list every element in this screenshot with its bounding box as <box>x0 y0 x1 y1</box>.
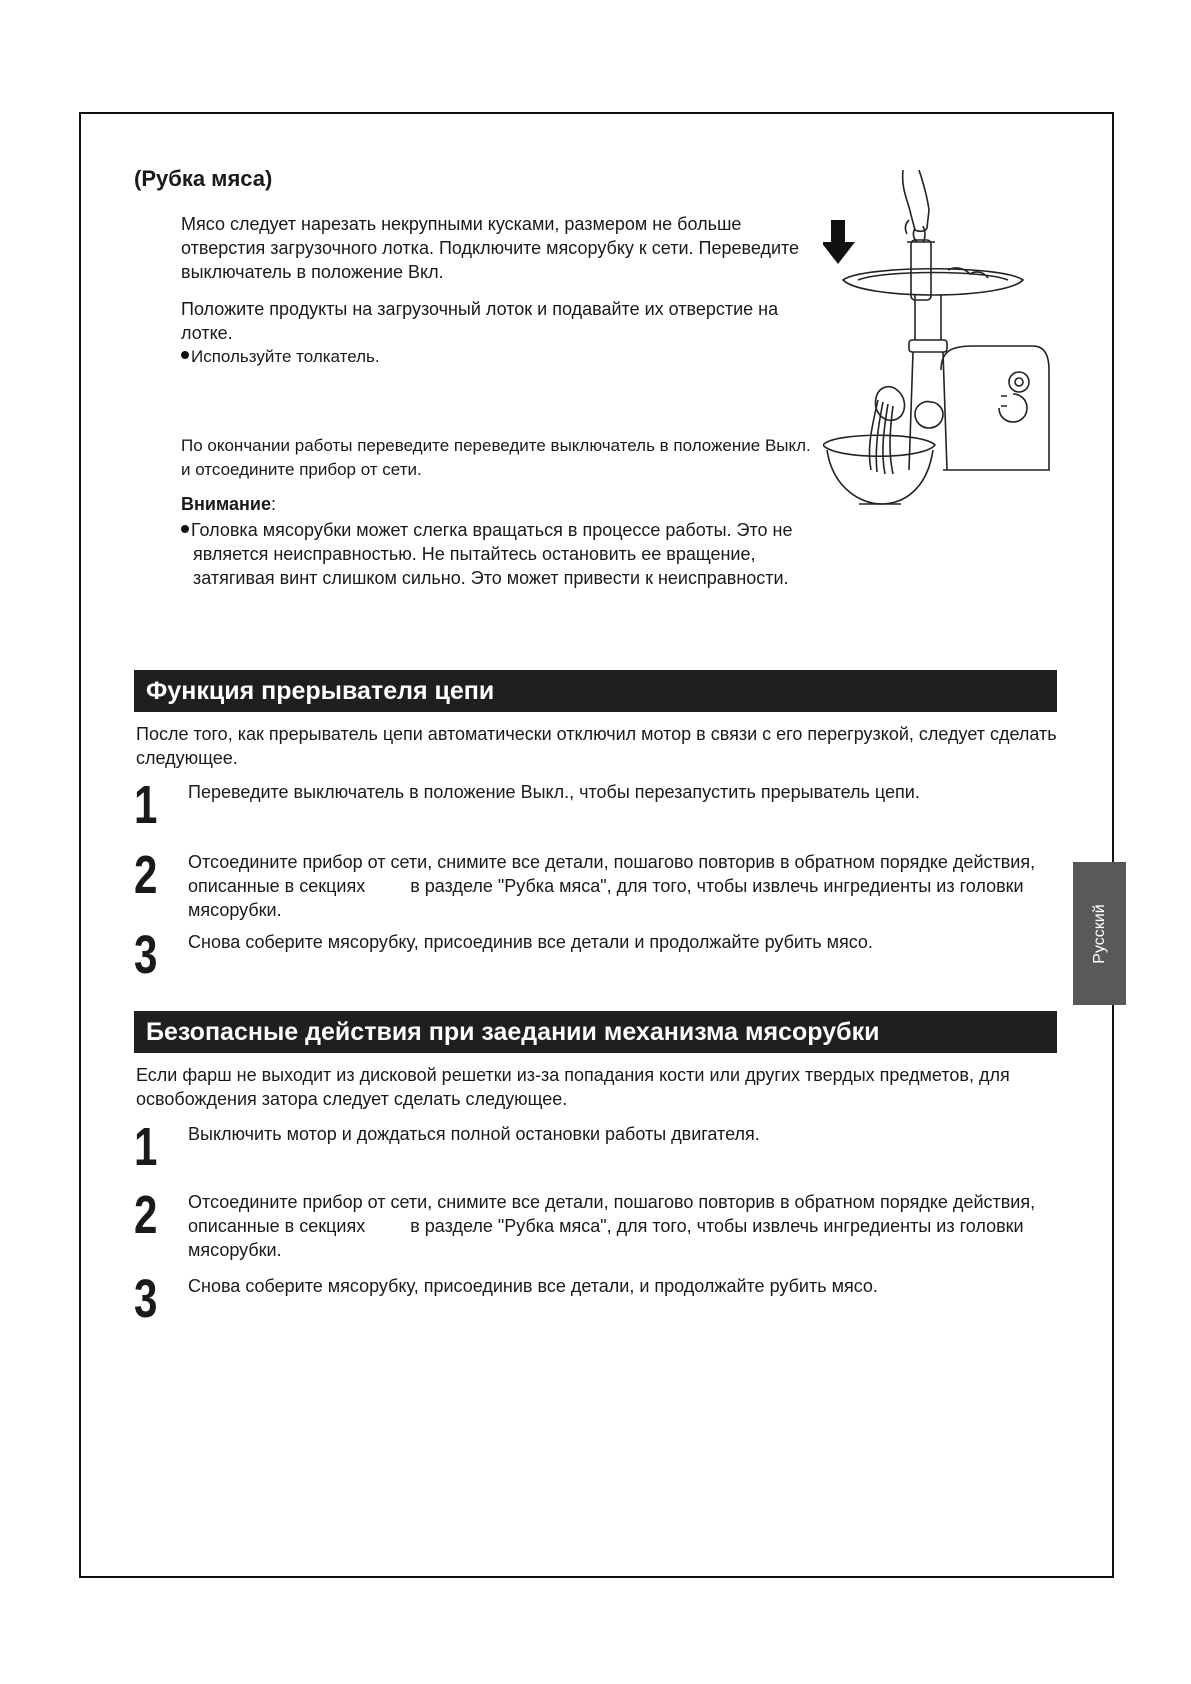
breaker-intro: После того, как прерыватель цепи автоматически отключил мотор в связи с его перегрузкой, следует сделать следующее. <box>136 724 1057 768</box>
instruction-paragraph-3: По окончании работы переведите переведите выключатель в положение Выкл. и отсоедините прибор от сети. <box>181 436 811 479</box>
step-text: Отсоедините прибор от сети, снимите все детали, пошагово повторив в обратном порядке действия, описанные в секциях в разделе "Рубка мяса", для того, чтобы извлечь ингредиенты из головки мясорубки. <box>188 852 1041 920</box>
subsection-title: (Рубка мяса) <box>134 166 273 191</box>
step-text: Отсоедините прибор от сети, снимите все детали, пошагово повторив в обратном порядке действия, описанные в секциях в разделе "Рубка мяса", для того, чтобы извлечь ингредиенты из головки мясорубки. <box>188 1192 1041 1260</box>
step-number: 2 <box>134 845 158 905</box>
bullet-icon <box>181 351 189 359</box>
step-text: Снова соберите мясорубку, присоединив все детали, и продолжайте рубить мясо. <box>188 1276 878 1296</box>
step-number: 1 <box>134 775 158 835</box>
pusher-bullet <box>181 345 821 369</box>
breaker-section-heading: Функция прерывателя цепи <box>134 670 1057 712</box>
warning-text: Головка мясорубки может слегка вращаться в процессе работы. Это не является неисправностью. Не пытайтесь остановить ее вращение, затягивая винт слишком сильно. Это может привести к неисправности. <box>191 520 793 588</box>
instruction-paragraph-1: Мясо следует нарезать некрупными кусками, размером не больше отверстия загрузочного лотка. Подключите мясорубку к сети. Переведите выключатель в положение Вкл. <box>181 214 800 282</box>
instruction-paragraph-2-text: Положите продукты на загрузочный лоток и подавайте их отверстие на лотке. <box>181 299 779 343</box>
step-number: 2 <box>134 1185 158 1245</box>
warning-colon: : <box>270 494 276 514</box>
warning-bullet <box>181 518 831 590</box>
warning-label: Внимание <box>181 494 271 514</box>
step-text: Переведите выключатель в положение Выкл., чтобы перезапустить прерыватель цепи. <box>188 782 920 802</box>
jam-section-heading: Безопасные действия при заедании механизма мясорубки <box>134 1011 1057 1053</box>
language-tab <box>1073 862 1126 1005</box>
bullet-icon <box>181 525 189 533</box>
warning-title <box>181 494 276 515</box>
pusher-bullet-text: Используйте толкатель. <box>191 347 380 366</box>
step-number: 3 <box>134 1269 158 1329</box>
warning-block <box>181 518 831 590</box>
jam-intro: Если фарш не выходит из дисковой решетки из-за попадания кости или других твердых предметов, для освобождения затора следует сделать следующее. <box>136 1065 1010 1109</box>
meat-grinder-illustration-icon <box>823 170 1053 510</box>
step-text: Снова соберите мясорубку, присоединив все детали и продолжайте рубить мясо. <box>188 932 873 952</box>
step-text: Выключить мотор и дождаться полной остановки работы двигателя. <box>188 1124 760 1144</box>
step-number: 1 <box>134 1117 158 1177</box>
step-number: 3 <box>134 925 158 985</box>
instruction-paragraph-2 <box>181 297 821 369</box>
language-tab-label: Русский <box>1090 903 1108 964</box>
